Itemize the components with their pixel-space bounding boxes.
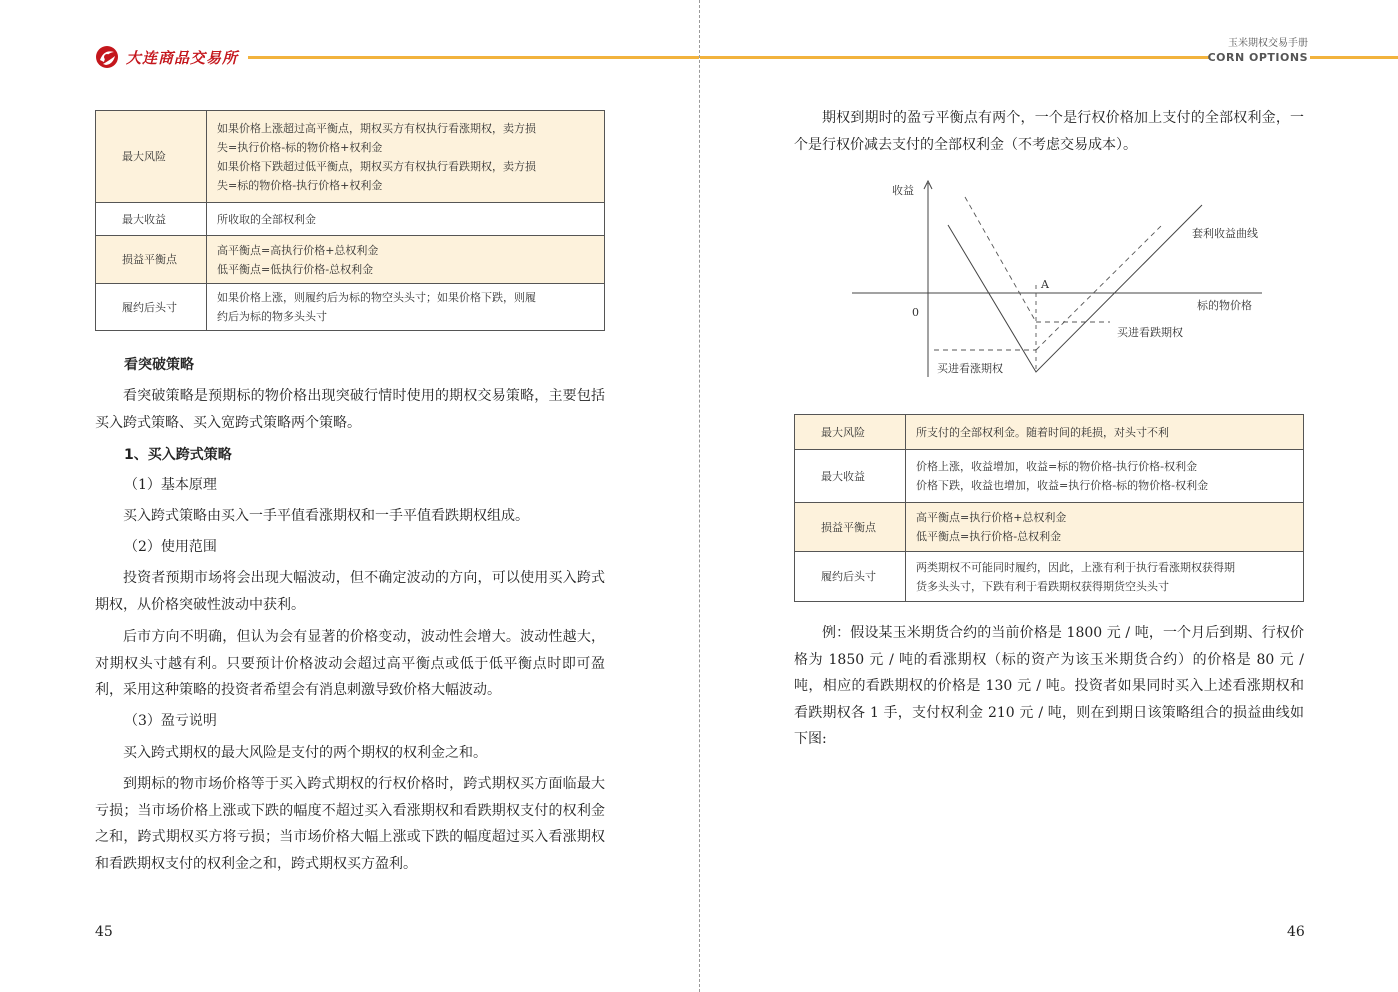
y-axis-label: 收益 (892, 184, 914, 197)
table-value: 所支付的全部权利金。随着时间的耗损，对头寸不利 (906, 415, 1304, 450)
table-key: 最大风险 (96, 111, 207, 203)
table-row (96, 236, 605, 284)
table-key: 最大风险 (795, 415, 906, 450)
breakeven-paragraph: 期权到期时的盈亏平衡点有两个，一个是行权价格加上支付的全部权利金，一个是行权价减去支付的全部权利金（不考虑交易成本）。 (794, 110, 1304, 153)
table-value: 高平衡点=高执行价格+总权利金 低平衡点=低执行价格-总权利金 (207, 236, 605, 284)
x-axis-label: 标的物价格 (1197, 299, 1252, 312)
put-label: 买进看跌期权 (1117, 326, 1183, 339)
manual-title-en: CORN OPTIONS (1207, 51, 1308, 64)
header-rule-left (700, 56, 1210, 59)
intro-paragraph: 看突破策略是预期标的物价格出现突破行情时使用的期权交易策略，主要包括买入跨式策略、买入宽跨式策略两个策略。 (95, 388, 605, 431)
table-value: 两类期权不可能同时履约，因此，上涨有利于执行看涨期权获得期 货多头头寸，下跌有利于看跌期权获得期货空头头寸 (906, 552, 1304, 602)
table-row (795, 503, 1304, 552)
manual-title (1208, 34, 1308, 64)
header-rule (248, 56, 699, 59)
table-row (96, 284, 605, 331)
right-risk-table (794, 414, 1304, 602)
table-key: 最大收益 (96, 203, 207, 236)
table-row (96, 203, 605, 236)
table-value: 如果价格上涨超过高平衡点，期权买方有权执行看涨期权，卖方损 失=执行价格-标的物价格+权利金 如果价格下跌超过低平衡点，期权买方有权执行看跌期权，卖方损 失=标的物价格-执行价格+权利金 (207, 111, 605, 203)
scope-paragraph-2: 后市方向不明确，但认为会有显著的价格变动，波动性会增大。波动性越大，对期权头寸越有利。只要预计价格波动会超过高平衡点或低于低平衡点时即可盈利，采用这种策略的投资者希望会有消息刺激导致价格大幅波动。 (95, 629, 605, 698)
put-option-line (965, 197, 1036, 322)
left-risk-table (95, 110, 605, 331)
table-value: 价格上涨，收益增加，收益=标的物价格-执行价格-权利金 价格下跌，收益也增加，收益=执行价格-标的物价格-权利金 (906, 450, 1304, 503)
point-a-label: A (1041, 278, 1049, 291)
table-row (795, 450, 1304, 503)
right-page (700, 0, 1398, 992)
dce-logo-icon (94, 44, 120, 70)
table-row (795, 415, 1304, 450)
header-rule-right (1310, 56, 1398, 59)
page-number-left: 45 (95, 924, 113, 940)
table-key: 损益平衡点 (795, 503, 906, 552)
table-value: 如果价格上涨，则履约后为标的物空头头寸；如果价格下跌，则履 约后为标的物多头头寸 (207, 284, 605, 331)
heading-scope: （2）使用范围 (124, 539, 217, 555)
straddle-payoff-diagram (840, 175, 1270, 385)
table-value: 所收取的全部权利金 (207, 203, 605, 236)
curve-label: 套利收益曲线 (1192, 227, 1258, 240)
principle-paragraph: 买入跨式策略由买入一手平值看涨期权和一手平值看跌期权组成。 (123, 508, 529, 524)
logo-text: 大连商品交易所 (126, 48, 239, 67)
call-label: 买进看涨期权 (937, 362, 1003, 375)
scope-paragraph-1: 投资者预期市场将会出现大幅波动，但不确定波动的方向，可以使用买入跨式期权，从价格突破性波动中获利。 (95, 570, 605, 613)
table-key: 履约后头寸 (96, 284, 207, 331)
table-key: 损益平衡点 (96, 236, 207, 284)
table-row (795, 552, 1304, 602)
straddle-payoff-curve (948, 205, 1202, 372)
table-key: 最大收益 (795, 450, 906, 503)
example-paragraph: 例：假设某玉米期货合约的当前价格是 1800 元 / 吨，一个月后到期、行权价格为 1850 元 / 吨的看涨期权（标的资产为该玉米期货合约）的价格是 80 元 / 吨，相应的看跌期权的价格是 130 元 / 吨。投资者如果同时买入上述看涨期权和看跌期权各 1 手，支付权利金 210 元 / 吨，则在到期日该策略组合的损益曲线如下图: (794, 625, 1304, 747)
profit-loss-paragraph-1: 买入跨式期权的最大风险是支付的两个期权的权利金之和。 (123, 745, 487, 761)
profit-loss-paragraph-2: 到期标的物市场价格等于买入跨式期权的行权价格时，跨式期权买方面临最大亏损；当市场价格上涨或下跌的幅度不超过买入看涨期权和看跌期权支付的权利金之和，跨式期权买方将亏损；当市场价格大幅上涨或下跌的幅度超过买入看涨期权和看跌期权支付的权利金之和，跨式期权买方盈利。 (95, 776, 605, 872)
sub-title: 1、买入跨式策略 (124, 447, 232, 463)
heading-profit-loss: （3）盈亏说明 (124, 713, 217, 729)
table-row (96, 111, 605, 203)
heading-principle: （1）基本原理 (124, 477, 217, 493)
page-number-right: 46 (1287, 924, 1305, 940)
section-title: 看突破策略 (124, 357, 194, 373)
origin-label: 0 (912, 306, 919, 319)
manual-title-cn: 玉米期权交易手册 (1228, 38, 1308, 49)
table-key: 履约后头寸 (795, 552, 906, 602)
dce-logo (94, 42, 238, 72)
table-value: 高平衡点=执行价格+总权利金 低平衡点=执行价格-总权利金 (906, 503, 1304, 552)
